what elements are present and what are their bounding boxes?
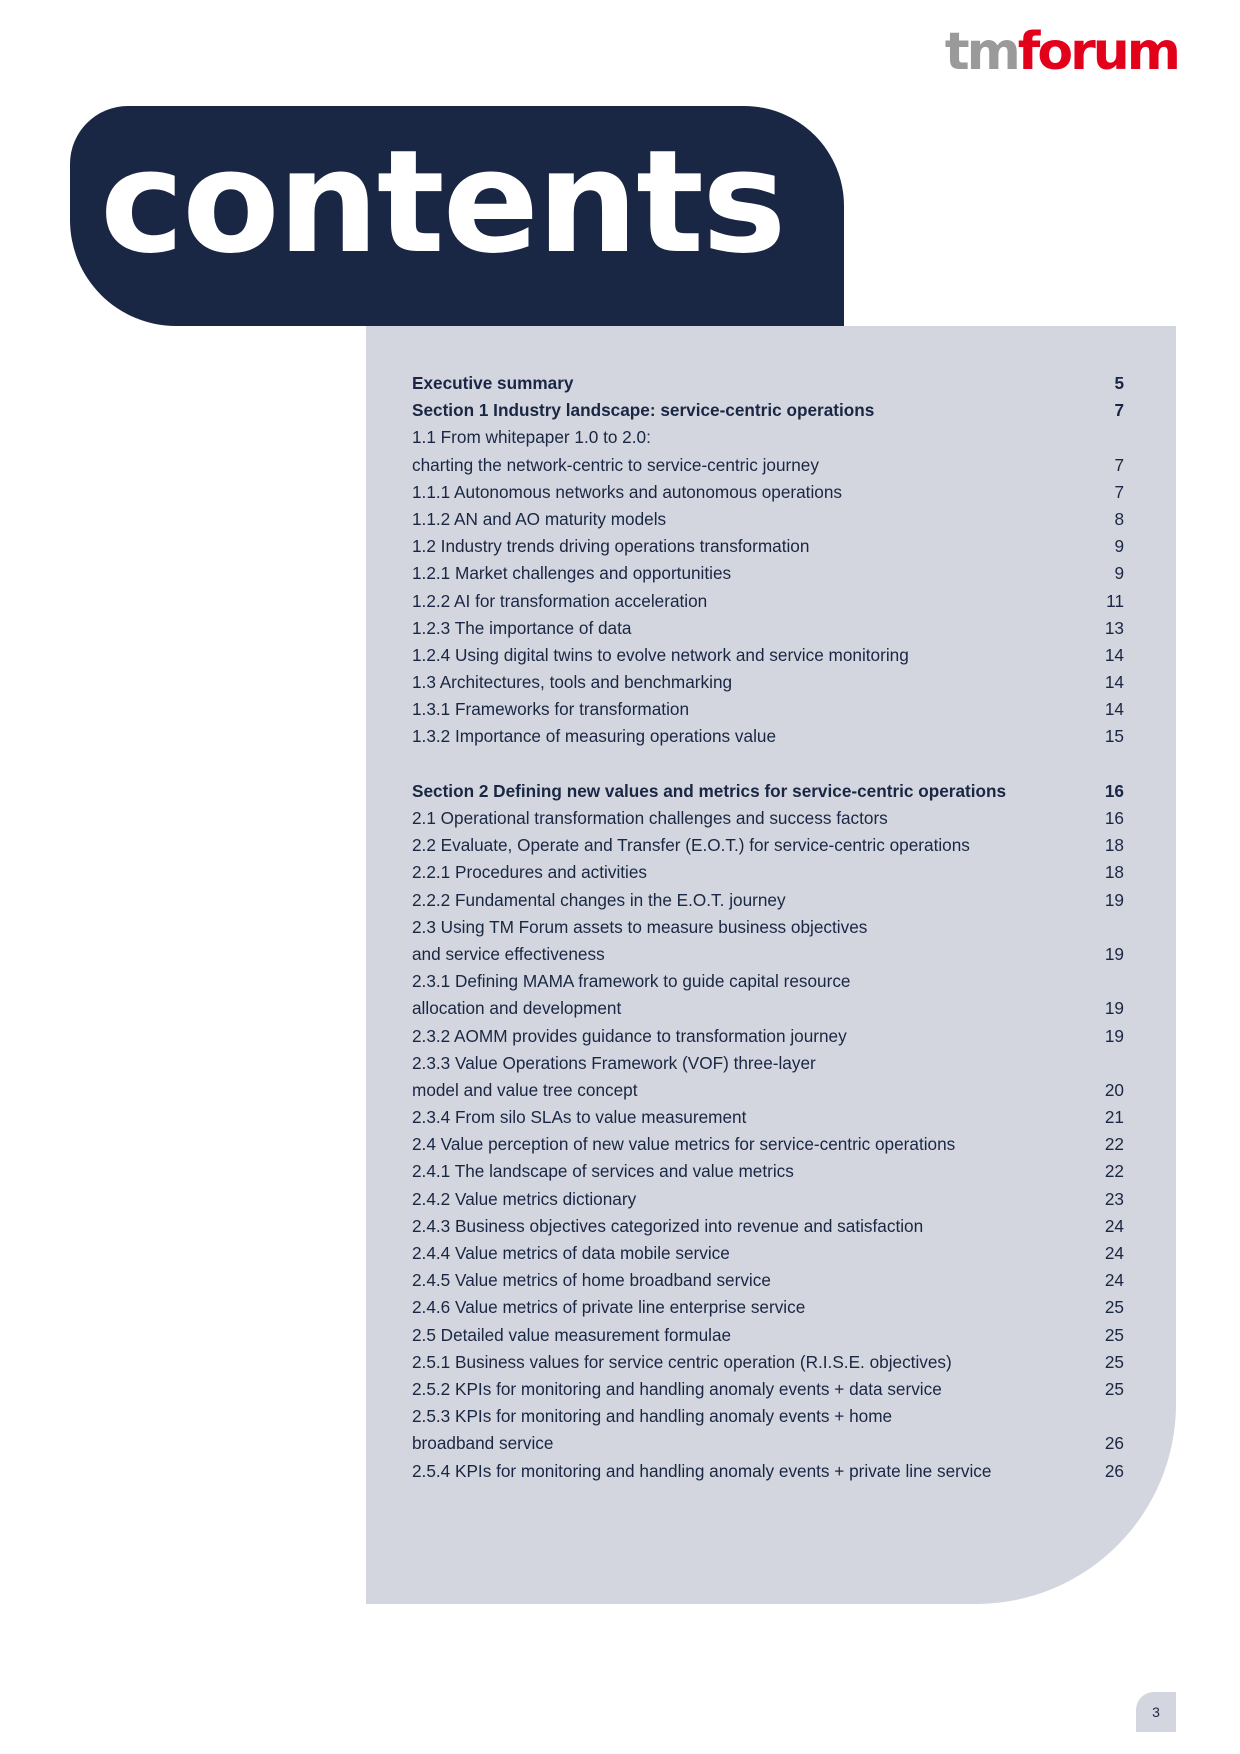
- toc-entry[interactable]: [412, 1158, 1124, 1185]
- toc-entry-title: 2.5.4 KPIs for monitoring and handling anomaly events + private line service: [412, 1460, 992, 1481]
- toc-entry[interactable]: [412, 1050, 1124, 1077]
- toc-entry[interactable]: [412, 1104, 1124, 1131]
- toc-entry-title: Executive summary: [412, 373, 574, 393]
- toc-entry-title: charting the network-centric to service-centric journey: [412, 454, 819, 475]
- toc-entry[interactable]: [412, 1430, 1124, 1457]
- toc-entry[interactable]: [412, 1186, 1124, 1213]
- toc-entry-title: 2.3.4 From silo SLAs to value measurement: [412, 1107, 747, 1128]
- toc-entry[interactable]: [412, 370, 1124, 397]
- toc-entry-page: 25: [1104, 1324, 1124, 1345]
- toc-entry-title: 2.1 Operational transformation challenges and success factors: [412, 808, 888, 828]
- toc-entry-title: 2.2.1 Procedures and activities: [412, 862, 648, 883]
- toc-entry-page: 25: [1104, 1378, 1124, 1399]
- toc-entry-page: 13: [1104, 617, 1124, 638]
- toc-entry[interactable]: [412, 533, 1124, 560]
- toc-entry-page: 19: [1104, 1025, 1124, 1046]
- toc-entry-page: 24: [1104, 1215, 1124, 1236]
- toc-entry-page: 25: [1104, 1297, 1124, 1318]
- toc-entry-page: 24: [1104, 1243, 1124, 1263]
- toc-entry-title: 2.4.2 Value metrics dictionary: [412, 1188, 637, 1209]
- toc-entry-title: Section 2 Defining new values and metrics for service-centric operations: [412, 780, 1007, 801]
- toc-entry[interactable]: [412, 832, 1124, 859]
- toc-entry-title: and service effectiveness: [412, 943, 605, 964]
- toc-entry-title: 1.3.2 Importance of measuring operations value: [412, 726, 777, 747]
- toc-entry-page: 7: [1114, 454, 1124, 475]
- toc-entry-page: 20: [1104, 1079, 1124, 1100]
- toc-entry[interactable]: [412, 1023, 1124, 1050]
- toc-entry[interactable]: [412, 1376, 1124, 1403]
- toc-entry[interactable]: [412, 995, 1124, 1022]
- toc-entry[interactable]: [412, 887, 1124, 914]
- toc-entry-title: 1.1.1 Autonomous networks and autonomous operations: [412, 481, 842, 502]
- toc-entry-title: 2.4.5 Value metrics of home broadband service: [412, 1270, 771, 1291]
- toc-entry[interactable]: [412, 397, 1124, 424]
- toc-entry[interactable]: [412, 1077, 1124, 1104]
- toc-entry-title: allocation and development: [412, 998, 622, 1019]
- toc-entry-page: 25: [1104, 1351, 1124, 1372]
- toc-entry[interactable]: [412, 1267, 1124, 1294]
- toc-entry-page: 16: [1104, 808, 1124, 828]
- toc-entry-page: 24: [1104, 1270, 1124, 1291]
- toc-entry[interactable]: [412, 723, 1124, 750]
- toc-entry[interactable]: [412, 479, 1124, 506]
- toc-entry-title: 2.4 Value perception of new value metrics for service-centric operations: [412, 1134, 956, 1155]
- toc-entry-page: 26: [1104, 1460, 1124, 1481]
- toc-entry-page: 15: [1104, 726, 1124, 747]
- logo-tm: tm: [944, 22, 1018, 82]
- toc-entry[interactable]: [412, 669, 1124, 696]
- logo-forum: forum: [1017, 22, 1178, 82]
- toc-entry-page: 11: [1106, 590, 1124, 611]
- toc-entry-title: 2.3 Using TM Forum assets to measure business objectives: [412, 916, 868, 937]
- toc-entry-page: 9: [1114, 536, 1124, 557]
- toc-entry-title: broadband service: [412, 1433, 554, 1454]
- toc-entry[interactable]: [412, 1240, 1124, 1267]
- toc-entry[interactable]: [412, 452, 1124, 479]
- toc-entry-page: 9: [1114, 563, 1124, 584]
- toc-entry[interactable]: [412, 859, 1124, 886]
- toc-entry-page: 7: [1114, 481, 1124, 502]
- tmforum-logo: [945, 22, 1178, 82]
- toc-entry[interactable]: [412, 1131, 1124, 1158]
- toc-entry[interactable]: [412, 696, 1124, 723]
- toc-entry[interactable]: [412, 1458, 1124, 1485]
- toc-entry-page: 19: [1104, 998, 1124, 1019]
- toc-entry[interactable]: [412, 968, 1124, 995]
- toc-entry-title: 2.3.1 Defining MAMA framework to guide capital resource: [412, 971, 851, 992]
- toc-entry-title: 2.2 Evaluate, Operate and Transfer (E.O.T.) for service-centric operations: [412, 835, 970, 856]
- toc-entry-page: 16: [1104, 780, 1124, 801]
- toc-entry-title: 1.2.2 AI for transformation acceleration: [412, 590, 708, 611]
- toc-entry-page: 18: [1104, 862, 1124, 883]
- toc-entry[interactable]: [412, 1213, 1124, 1240]
- toc-entry[interactable]: [412, 615, 1124, 642]
- toc-entry-title: 1.2 Industry trends driving operations transformation: [412, 536, 810, 557]
- toc-entry[interactable]: [412, 914, 1124, 941]
- toc-entry-title: 2.3.3 Value Operations Framework (VOF) three-layer: [412, 1052, 816, 1073]
- toc-entry[interactable]: [412, 1322, 1124, 1349]
- toc-entry-page: 21: [1104, 1107, 1124, 1128]
- toc-entry-title: 2.4.1 The landscape of services and value metrics: [412, 1161, 794, 1182]
- toc-entry[interactable]: [412, 1349, 1124, 1376]
- toc-entry-page: 19: [1104, 889, 1124, 910]
- toc-entry-title: Section 1 Industry landscape: service-centric operations: [412, 400, 875, 421]
- toc-entry[interactable]: [412, 1294, 1124, 1321]
- toc-entry-page: 22: [1104, 1134, 1124, 1155]
- toc-entry-title: 2.4.6 Value metrics of private line enterprise service: [412, 1297, 806, 1318]
- toc-entry-page: 19: [1104, 943, 1124, 964]
- toc-entry-title: 2.3.2 AOMM provides guidance to transformation journey: [412, 1025, 847, 1046]
- toc-entry-title: 2.5 Detailed value measurement formulae: [412, 1324, 732, 1345]
- title-band: [70, 106, 844, 326]
- toc-entry-page: 14: [1104, 672, 1124, 693]
- toc-entry[interactable]: [412, 506, 1124, 533]
- toc-entry-title: 1.2.3 The importance of data: [412, 617, 632, 638]
- toc-entry[interactable]: [412, 560, 1124, 587]
- toc-entry-title: 1.3 Architectures, tools and benchmarking: [412, 672, 733, 693]
- page-title: contents: [100, 120, 785, 285]
- toc-entry-title: 1.3.1 Frameworks for transformation: [412, 699, 690, 720]
- toc-entry-title: 1.2.1 Market challenges and opportunities: [412, 563, 732, 584]
- toc-entry-title: 2.5.1 Business values for service centric operation (R.I.S.E. objectives): [412, 1351, 952, 1372]
- toc-entry-title: 2.4.4 Value metrics of data mobile service: [412, 1243, 730, 1263]
- toc-entry[interactable]: [412, 805, 1124, 832]
- toc-entry-title: 1.1 From whitepaper 1.0 to 2.0:: [412, 427, 651, 448]
- toc-entry-title: 2.5.2 KPIs for monitoring and handling anomaly events + data service: [412, 1378, 942, 1399]
- toc-entry[interactable]: [412, 941, 1124, 968]
- toc-entry[interactable]: [412, 424, 1124, 451]
- toc-entry-page: 23: [1104, 1188, 1124, 1209]
- page-number: 3: [1136, 1692, 1176, 1732]
- toc-entry[interactable]: [412, 642, 1124, 669]
- toc-entry-page: 8: [1114, 508, 1124, 529]
- toc-entry-page: 26: [1104, 1433, 1124, 1454]
- toc-entry-title: model and value tree concept: [412, 1079, 638, 1100]
- toc-entry-page: 7: [1114, 400, 1124, 421]
- toc-entry-title: 1.2.4 Using digital twins to evolve network and service monitoring: [412, 644, 909, 665]
- toc-entry-page: 14: [1104, 644, 1124, 665]
- toc-list: [412, 370, 1124, 1485]
- toc-entry[interactable]: [412, 588, 1124, 615]
- toc-entry[interactable]: [412, 778, 1124, 805]
- toc-entry-page: 22: [1104, 1161, 1124, 1182]
- toc-entry[interactable]: [412, 1403, 1124, 1430]
- toc-entry-title: 1.1.2 AN and AO maturity models: [412, 508, 667, 529]
- toc-entry-title: 2.5.3 KPIs for monitoring and handling anomaly events + home: [412, 1406, 893, 1427]
- toc-entry-title: 2.4.3 Business objectives categorized into revenue and satisfaction: [412, 1215, 924, 1236]
- toc-entry-title: 2.2.2 Fundamental changes in the E.O.T. journey: [412, 889, 786, 910]
- toc-panel: [366, 326, 1176, 1604]
- toc-entry-page: 18: [1104, 835, 1124, 856]
- toc-entry-page: 14: [1104, 699, 1124, 720]
- toc-entry-page: 5: [1114, 373, 1124, 393]
